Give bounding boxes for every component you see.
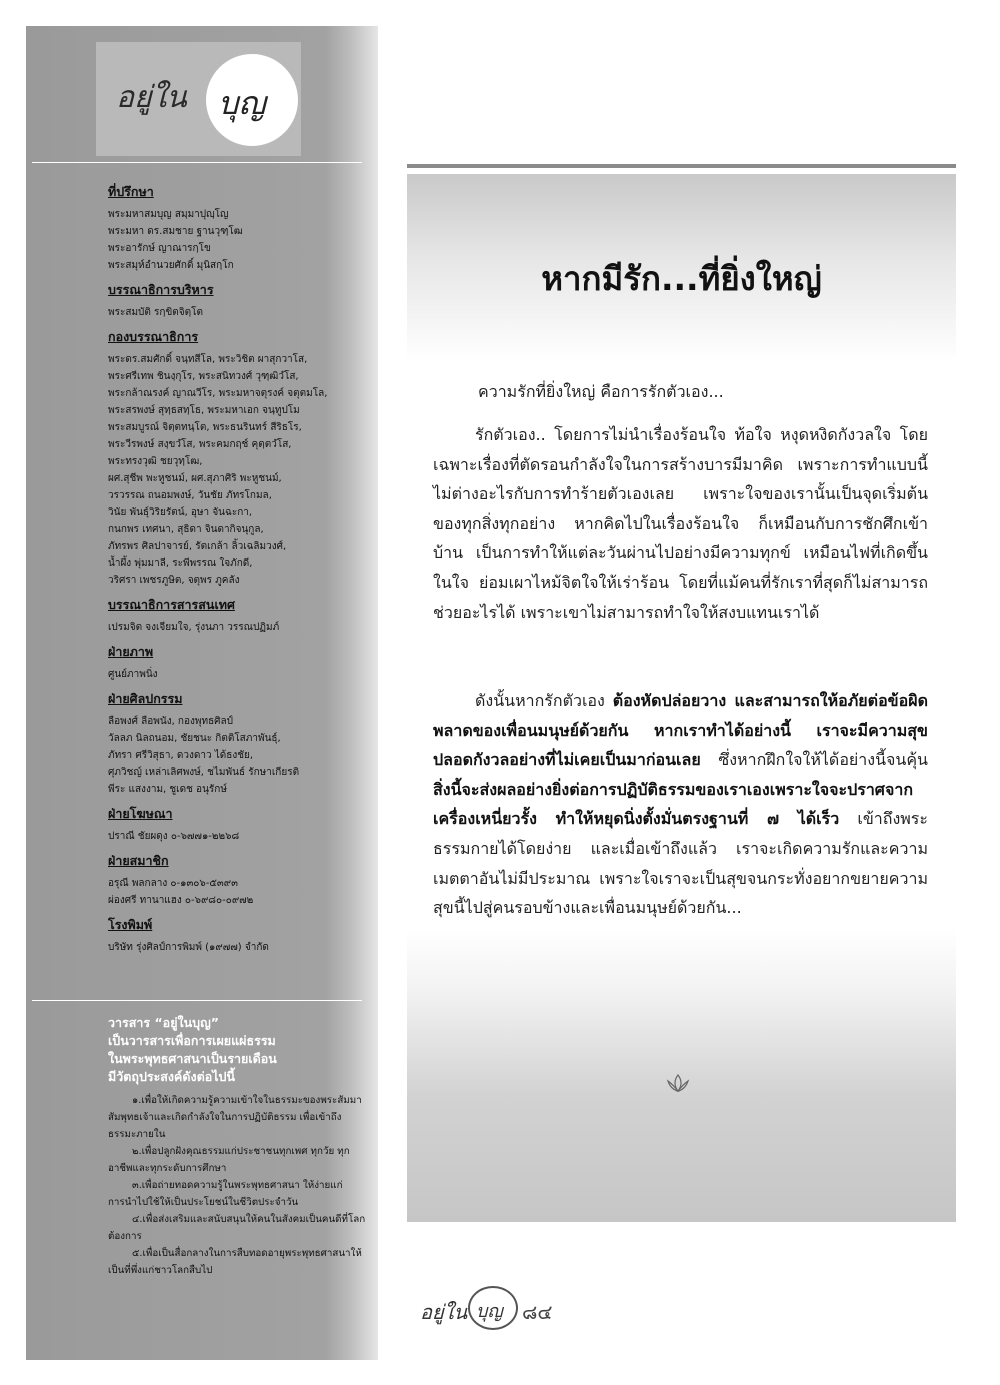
paragraph-text: ดังนั้นหากรักตัวเอง — [475, 691, 613, 710]
about-item: ๒.เพื่อปลูกฝังคุณธรรมแก่ประชาชนทุกเพศ ทุกวัย ทุกอาชีพและทุกระดับการศึกษา — [108, 1146, 350, 1174]
article-top-rule — [407, 164, 956, 168]
paragraph-text: รักตัวเอง.. โดยการไม่นำเรื่องร้อนใจ ท้อใจ หงุดหงิดกังวลใจ โดยเฉพาะเรื่องที่ตัดรอนกำลังใจในการสร้างบารมีมาคิด เพราะการทำแบบนี้ ไม่ต่างอะไรกับการทำร้ายตัวเองเลย เพราะใจของเรานั้นเป็นจุดเริ่มต้นของทุกสิ่งทุกอย่าง หากคิดไปในเรื่องร้อนใจ ก็เหมือนกับการชักศึกเข้าบ้าน เป็นการทำให้แต่ละวันผ่านไปอย่างมีความทุกข์ เหมือนไฟที่เกิดขึ้นในใจ ย่อมเผาไหม้จิตใจให้เร่าร้อน โดยที่แม้คนที่รักเราที่สุดก็ไม่สามารถช่วยอะไรได้ เพราะเขาไม่สามารถทำใจให้สงบแทนเราได้ — [433, 425, 928, 622]
section-title: บรรณาธิการบริหาร — [108, 282, 214, 297]
section-title: โรงพิมพ์ — [108, 917, 153, 932]
section-line: พระกล้าณรงค์ ญาณวีโร, พระมหาจตุรงค์ จตุตมโล, — [108, 388, 328, 399]
about-item: ๔.เพื่อส่งเสริมและสนับสนุนให้คนในสังคมเป็นคนดีที่โลกต้องการ — [108, 1214, 366, 1242]
section-line: วินัย พันธุ์วิริยรัตน์, อุษา จันฉะกา, — [108, 507, 253, 518]
section-line: ผ่องศรี ทานาแฮง ๐-๖๙๘๐-๐๙๗๒ — [108, 895, 254, 906]
about-item: ๓.เพื่อถ่ายทอดความรู้ในพระพุทธศาสนา ให้ง่ายแก่การนำไปใช้ให้เป็นประโยชน์ในชีวิตประจำวัน — [108, 1180, 343, 1208]
article-paragraph-1 — [433, 420, 928, 627]
section-line: วรวรรณ ถนอมพงษ์, วันชัย ภัทรโกมล, — [108, 490, 272, 501]
article-title: หากมีรัก...ที่ยิ่งใหญ่ — [541, 259, 822, 298]
section-line: พระสมุห์อำนวยศักดิ์ มุนิสกฺโก — [108, 260, 234, 271]
section-line: พระวีรพงษ์ สงฺขวํโส, พระคมกฤช์ คุตฺตวํโส, — [108, 439, 292, 450]
section-title: บรรณาธิการสารสนเทศ — [108, 597, 235, 612]
sidebar — [26, 26, 378, 1360]
section-line: เปรมจิต จงเจียมใจ, รุ่งนภา วรรณปฏิมภ์ — [108, 622, 280, 633]
article-paragraph-2 — [433, 686, 928, 923]
sidebar-divider — [32, 162, 362, 163]
section-line: ศุภวิชญ์ เหล่าเลิศพงษ์, ชไมพันธ์ รักษาเกียรติ — [108, 767, 300, 778]
section-title: ฝ่ายโฆษณา — [108, 806, 173, 821]
section-line: วัลลภ นิลถนอม, ชัยชนะ กิตติโสภาพันธุ์, — [108, 733, 281, 744]
about-title-line: มีวัตถุประสงค์ดังต่อไปนี้ — [108, 1069, 236, 1084]
about-title-line: ในพระพุทธศาสนาเป็นรายเดือน — [108, 1051, 277, 1066]
section-line: พระดร.สมศักดิ์ จนฺทสีโล, พระวิชิต ผาสุกวาโส, — [108, 354, 308, 365]
paragraph-text: ซึ่งหากฝึกใจให้ได้อย่างนี้จนคุ้น — [700, 750, 928, 770]
section-line: พระสมบูรณ์ จิตฺตทนฺโต, พระธนรินทร์ สีริธโร, — [108, 422, 302, 433]
section-line: น้ำผึ้ง พุ่มมาลี, ระพีพรรณ ใจภักดี, — [108, 558, 253, 569]
section-line: ปราณี ชัยผดุง ๐-๖๗๗๑-๒๒๖๘ — [108, 831, 240, 842]
logo-circle-text: บุญ — [218, 84, 266, 122]
logo-text: อยู่ใน — [116, 80, 187, 115]
section-title: ที่ปรึกษา — [108, 184, 154, 199]
section-line: กนกพร เทศนา, สุธิดา จินดากิจนุกูล, — [108, 524, 264, 535]
about-item: ๕.เพื่อเป็นสื่อกลางในการสืบทอดอายุพระพุทธศาสนาให้เป็นที่พึ่งแก่ชาวโลกสืบไป — [108, 1248, 362, 1276]
staff-list — [108, 176, 368, 956]
section-title: ฝ่ายภาพ — [108, 644, 154, 659]
footer-logo-text: อยู่ใน — [420, 1300, 468, 1324]
footer-logo-circle-text: บุญ — [476, 1301, 503, 1322]
about-section — [108, 1014, 368, 1279]
section-title: ฝ่ายสมาชิก — [108, 853, 169, 868]
paragraph-text: เข้าถึงพระธรรมกายได้โดยง่าย และเมื่อเข้าถึงแล้ว เราจะเกิดความรักและความเมตตาอันไม่มีประมาณ เพราะใจเราจะเป็นสุขจนกระทั่งอยากขยายความสุขนี้ไปสู่คนรอบข้างและเพื่อนมนุษย์ด้วยกัน... — [433, 809, 928, 918]
sidebar-divider — [32, 1000, 362, 1001]
section-title: กองบรรณาธิการ — [108, 329, 199, 344]
about-title-line: วารสาร “อยู่ในบุญ” — [108, 1015, 219, 1030]
section-line: อรุณี พลกลาง ๐-๑๓๐๖-๕๓๙๓ — [108, 878, 238, 889]
paragraph-bold-text: ต้องหัดปล่อยวาง และสามารถให้อภัยต่อข้อผิดพลาดของเพื่อนมนุษย์ด้วยกัน หากเราทำได้อย่างนี้ เราจะมีความสุข ปลอดกังวลอย่างที่ไม่เคยเป็นมาก่อนเลย — [433, 691, 928, 770]
logo-circle — [206, 54, 298, 146]
section-line: พระสมบัติ รกฺขิตจิตฺโต — [108, 307, 204, 318]
section-title: ฝ่ายศิลปกรรม — [108, 691, 183, 706]
about-title-line: เป็นวารสารเพื่อการเผยแผ่ธรรม — [108, 1033, 276, 1048]
magazine-logo — [96, 42, 301, 156]
about-title — [108, 1014, 368, 1086]
section-line: ภัทรา ศรีวิสุธา, ดวงดาว ได้ธงชัย, — [108, 750, 254, 761]
section-line: พระศรีเทพ ชินงฺกุโร, พระสนิทวงศ์ วุฑฺฒิวํโส, — [108, 371, 299, 382]
section-line: พีระ แสงงาม, ชูเดช อนุรักษ์ — [108, 784, 227, 795]
section-line: พระอารักษ์ ญาณารกฺโข — [108, 243, 211, 254]
about-item: ๑.เพื่อให้เกิดความรู้ความเข้าใจในธรรมะของพระสัมมาสัมพุทธเจ้าและเกิดกำลังใจในการปฏิบัติธรรม เพื่อเข้าถึงธรรมะภายใน — [108, 1095, 362, 1140]
about-items — [108, 1092, 368, 1279]
paragraph-bold-text: สิ่งนี้จะส่งผลอย่างยิ่งต่อการปฏิบัติธรรมของเราเองเพราะใจจะปราศจากเครื่องเหนี่ยวรั้ง ทำให้หยุดนิ่งตั้งมั่นตรงฐานที่ ๗ ได้เร็ว — [433, 779, 913, 829]
section-line: พระมหา ดร.สมชาย ฐานวุฑฺโฒ — [108, 226, 243, 237]
section-line: วริศรา เพชรภูษิต, จตุพร ภูคลัง — [108, 575, 240, 586]
section-line: พระสรพงษ์ สุทฺธสทฺโธ, พระมหาเอก จนฺทูปโม — [108, 405, 300, 416]
footer-logo-circle — [468, 1286, 518, 1330]
section-line: พระทรงวุฒิ ชยวุทฺโฒ, — [108, 456, 203, 467]
article-lead: ความรักที่ยิ่งใหญ่ คือการรักตัวเอง... — [478, 382, 724, 401]
page-number: ๘๔ — [522, 1300, 553, 1324]
section-line: ผศ.สุชีพ พะหูชนม์, ผศ.สุภาศิริ พะหูชนม์, — [108, 473, 282, 484]
section-line: ลือพงศ์ ลือพนัง, กองพุทธศิลป์ — [108, 716, 233, 727]
section-line: ศูนย์ภาพนิ่ง — [108, 669, 158, 680]
section-line: พระมหาสมบุญ สมฺมาปุญฺโญ — [108, 209, 229, 220]
lotus-ornament-icon — [664, 1072, 692, 1096]
section-line: บริษัท รุ่งศิลป์การพิมพ์ (๑๙๗๗) จำกัด — [108, 942, 269, 953]
section-line: ภัทรพร ศิลปาจารย์, รัตเกล้า ลิ้วเฉลิมวงศ์, — [108, 541, 287, 552]
